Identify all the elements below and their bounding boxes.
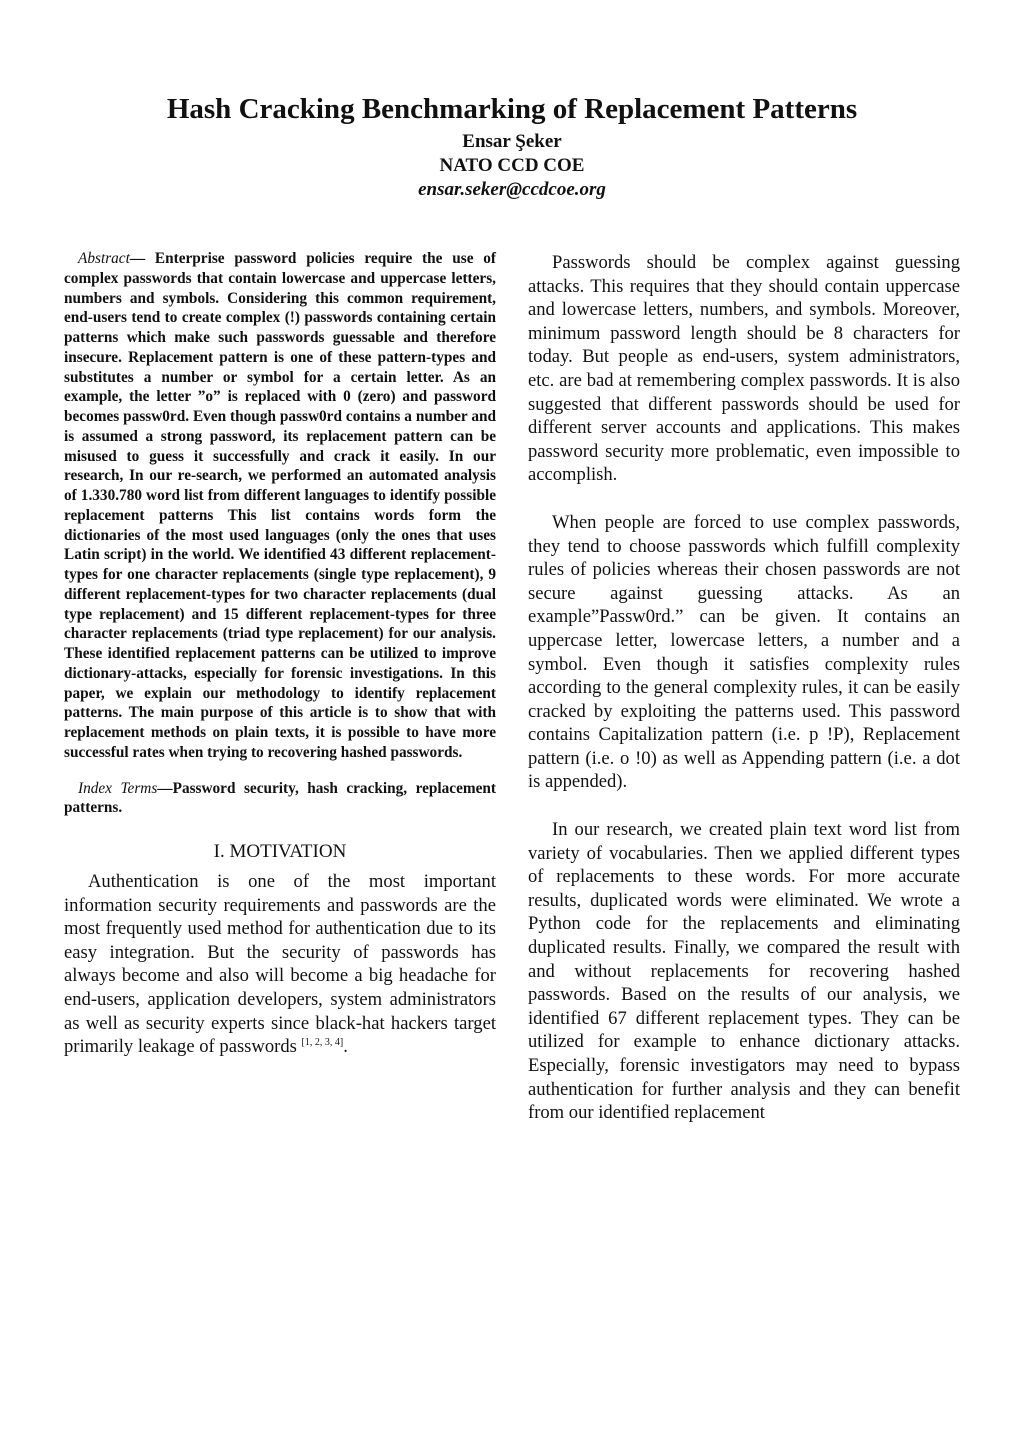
citation-ref: [1, 2, 3, 4] <box>301 1036 344 1048</box>
motivation-paragraph <box>64 870 496 1059</box>
index-terms <box>64 779 496 819</box>
right-column <box>528 251 960 1149</box>
index-terms-label: Index Terms <box>78 779 158 797</box>
paper-header <box>0 88 1024 202</box>
motivation-text: Authentication is one of the most important information security requirements and passwords are the most frequently used method for authentication due to its easy integration. But the security of passwords has always become and also will become a big headache for end-users, application developers, system administrators as well as security experts since black-hat hackers target primarily leakage of passwords <box>64 871 496 1058</box>
left-column <box>64 249 496 1059</box>
author-affiliation: NATO CCD COE <box>439 155 585 176</box>
index-terms-text: —Password security, hash cracking, replacement patterns. <box>64 779 496 817</box>
author-name: Ensar Şeker <box>462 131 562 152</box>
section-heading-motivation: I. MOTIVATION <box>213 841 347 862</box>
paper-title: Hash Cracking Benchmarking of Replacement Patterns <box>166 93 858 125</box>
motivation-text-end: . <box>343 1036 348 1058</box>
right-paragraph-3: In our research, we created plain text word list from variety of vocabularies. Then we applied different types of replacements to these words. For more accurate results, duplicated words were eliminated. We wrote a Python code for the replacements and eliminating duplicated results. Finally, we compared the result with and without replacements for recovering hashed passwords. Based on the results of our analysis, we identified 67 different replacement types. They can be utilized for example to enhance dictionary attacks. Especially, forensic investigators may need to bypass authentication for further analysis and they can benefit from our identified replacement <box>528 819 960 1124</box>
abstract <box>64 249 496 763</box>
abstract-label: Abstract <box>78 250 130 267</box>
author-email: ensar.seker@ccdcoe.org <box>418 179 606 200</box>
abstract-text: — Enterprise password policies require the use of complex passwords that contain lowercase and uppercase letters, numbers and symbols. Considering this common requirement, end-users tend to create complex (!) passwords containing certain patterns which make such passwords guessable and therefore insecure. Replacement pattern is one of these pattern-types and substitutes a number or symbol for a certain letter. As an example, the letter ”o” is replaced with 0 (zero) and password becomes passw0rd. Even though passw0rd contains a number and is assumed a strong password, its replacement pattern can be misused to guess it successfully and crack it easily. In our research, In our re-search, we performed an automated analysis of 1.330.780 word list from different languages to identify possible replacement patterns This list contains words form the dictionaries of the most used languages (only the ones that uses Latin script) in the world. We identified 43 different replacement-types for one character replacements (single type replacement), 9 different replacement-types for two character replacements (dual type replacement) and 15 different replacement-types for three character replacements (triad type replacement) for our analysis. These identified replacement patterns can be utilized to improve dictionary-attacks, especially for forensic investigations. In this paper, we explain our methodology to identify replacement patterns. The main purpose of this article is to show that with replacement methods on plain texts, it is possible to have more successful rates when trying to recovering hashed passwords. <box>64 250 496 761</box>
right-paragraph-1: Passwords should be complex against guessing attacks. This requires that they should contain uppercase and lowercase letters, numbers, and symbols. Moreover, minimum password length should be 8 characters for today. But people as end-users, system administrators, etc. are bad at remembering complex passwords. It is also suggested that different passwords should be used for different server accounts and applications. This makes password security more problematic, even impossible to accomplish. <box>528 252 960 486</box>
right-paragraph-2: When people are forced to use complex passwords, they tend to choose passwords which fulfill complexity rules of policies whereas their chosen passwords are not secure against guessing attacks. As an example”Passw0rd.” can be given. It contains an uppercase letter, lowercase letters, a number and a symbol. Even though it satisfies complexity rules according to the general complexity rules, it can be easily cracked by exploiting the patterns used. This password contains Capitalization pattern (i.e. p !P), Replacement pattern (i.e. o !0) as well as Appending pattern (i.e. a dot is appended). <box>528 511 960 793</box>
